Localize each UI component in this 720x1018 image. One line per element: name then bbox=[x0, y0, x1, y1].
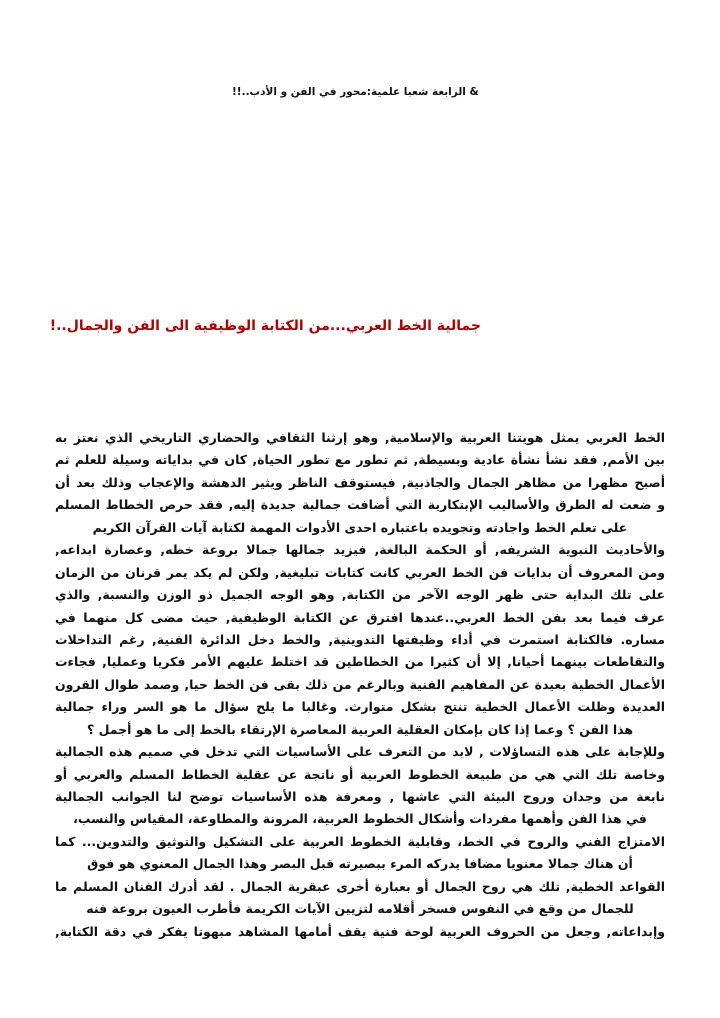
body-line: و ضعت له الطرق والأساليب الإبتكارية التي أضافت جمالية جديدة إليه, فقد حرص الخطاط المسلم bbox=[55, 497, 665, 513]
body-line: وللإجابة على هذه التساؤلات , لابد من التعرف على الأساسيات التي تدخل في صميم هذه الجمالية bbox=[55, 744, 665, 760]
body-line: عرف فيما بعد بفن الخط العربي..عندها افترق عن الكتابة الوظيفية, حيث مضى كل منهما في bbox=[55, 609, 665, 625]
body-line: الخط العربي يمثل هويتنا العربية والإسلامية, وهو إرثنا الثقافي والحضاري التاريخي الذي نعتز به bbox=[55, 430, 665, 445]
body-line: مساره. فالكتابة استمرت في أداء وظيفتها التدوينية, والخط دخل الدائرة الفنية, رغم التداخلات bbox=[55, 631, 665, 647]
body-line: على تلك البداية حتى ظهر الوجه الآخر من الكتابة, وهو الوجه الجميل ذو الوزن والنسبة, والذي bbox=[55, 587, 665, 603]
article-body bbox=[55, 427, 665, 943]
body-line: في هذا الفن وأهمها مفردات وأشكال الخطوط العربية، المرونة والمطاوعة، المقياس والنسب، bbox=[73, 811, 647, 827]
body-line: وإبداعاته, وجعل من الحروف العربية لوحة فنية يقف أمامها المشاهد مبهوتا يفكر في دقة الكتابة, bbox=[55, 923, 665, 939]
body-line: القواعد الخطية, تلك هي روح الجمال أو بعبارة أخرى عبقرية الجمال . لقد أدرك الفنان المسلم ما bbox=[55, 878, 665, 894]
article-title: جمالية الخط العربي...من الكتابة الوظيفية الى الفن والجمال..! bbox=[49, 318, 481, 334]
body-line: العديدة وظلت الأعمال الخطية تنتج بشكل متوارث. وغالبا ما يلح سؤال ما هو السر وراء جمالية bbox=[55, 699, 665, 715]
body-line: أصبح مظهرا من مظاهر الجمال والجاذبية, فيستوقف الناظر ويثير الدهشة والإعجاب وذلك بعد أن bbox=[55, 474, 665, 490]
body-line: للجمال من وقع في النفوس فسخر أقلامه لتزيين الآيات الكريمة فأطرب العيون بروعة فنه bbox=[86, 901, 634, 917]
body-line: على تعلم الخط واجادته وتجويده باعتباره احدى الأدوات المهمة لكتابة آيات القرآن الكريم bbox=[92, 519, 628, 535]
body-line: هذا الفن ؟ وعما إذا كان بإمكان العقلية العربية المعاصرة الإرتقاء بالخط إلى ما هو أجمل ؟ bbox=[86, 721, 634, 737]
body-line: وخاصة تلك التي هي من طبيعة الخطوط العربية أو ناتجة عن عقلية الخطاط المسلم والعربي أو bbox=[55, 766, 665, 782]
body-line: نابعة من وجدان وروح البيئة التي عاشها , ومعرفة هذه الأساسيات توضح لنا الجوانب الجمالية bbox=[55, 789, 665, 804]
body-line: الامتزاج الفني والروح في الخط، وقابلية الخطوط العربية على التشكيل والتوثيق والتدوين... كما bbox=[55, 833, 665, 849]
body-line: أن هناك جمالا معنويا مضافا يدركه المرء ببصيرته قبل البصر وهذا الجمال المعنوي هو فوق bbox=[87, 856, 633, 872]
body-line: بين الأمم, فقد نشأ نشأة عادية وبسيطة, ثم تطور مع تطور الحياة, كان في بداياته وسيلة للعلم ثم bbox=[55, 452, 665, 468]
body-line: والتقاطعات بينهما أحيانا, إلا أن كثيرا من الخطاطين قد اختلط عليهم الأمر فكريا وعمليا, فجاءت bbox=[55, 654, 665, 670]
page-header-note: & الرابعة شعبا علمية:محور في الفن و الأدب..!! bbox=[232, 86, 479, 98]
body-line: والأحاديث النبوية الشريفه, أو الحكمة البالغة, فيزيد جمالها جمالا بروعة خطه, وعصارة ابداعه, bbox=[55, 542, 665, 558]
body-line: الأعمال الخطية بعيدة عن المفاهيم الفنية وبالرغم من ذلك بقى فن الخط حيا, وصمد طوال القرون bbox=[55, 676, 665, 692]
body-line: ومن المعروف أن بدايات فن الخط العربي كانت كتابات تبليغية, ولكن لم يكد يمر قرنان من الزمان bbox=[55, 564, 665, 580]
